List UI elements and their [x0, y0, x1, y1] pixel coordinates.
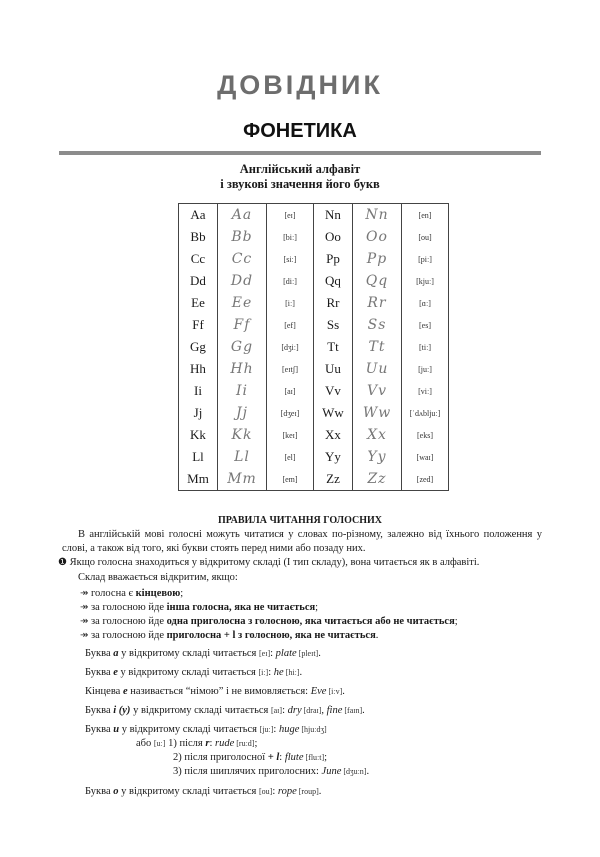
printed-letter: Tt: [327, 339, 339, 354]
list-item: ↠ за голосною йде інша голосна, яка не читається;: [80, 602, 319, 613]
transcription: [iː]: [285, 298, 295, 308]
script-letter: Uu: [365, 361, 389, 377]
printed-letter: Ss: [326, 317, 340, 332]
rule-letter-i: Буква i (y) у відкритому складі читається [aɪ]: dry [draɪ], fine [faɪn].: [85, 705, 365, 716]
transcription: [el]: [284, 452, 296, 462]
printed-letter: Rr: [326, 295, 340, 310]
script-letters-column: [353, 204, 402, 490]
intro-paragraph: В англійській мові голосні можуть читатися у словах по-різному, залежно від їхнього положення у слові, а також від того, які букви стоять перед ними або позаду них.: [62, 529, 542, 554]
rule-letter-o: Буква o у відкритому складі читається [ou]: rope [roup].: [85, 786, 322, 797]
script-letter: Yy: [367, 449, 387, 465]
double-arrow-icon: ↠: [80, 588, 89, 599]
printed-letter: Pp: [326, 251, 340, 266]
rule-letter-e: Буква e у відкритому складі читається [iː]: he [hiː].: [85, 667, 303, 678]
transcription: [dʒeɪ]: [280, 408, 300, 418]
script-letter: Tt: [368, 339, 386, 355]
list-item: ↠ за голосною йде одна приголосна з голосною, яка читається або не читається;: [80, 616, 458, 627]
script-letter: Gg: [230, 339, 254, 355]
list-item: ↠ за голосною йде приголосна + l з голосною, яка не читається.: [80, 630, 379, 641]
transcription: [em]: [282, 474, 298, 484]
transcription: [eks]: [417, 430, 433, 440]
printed-letter: Zz: [326, 471, 340, 486]
rule-1-text: Якщо голосна знаходиться у відкритому складі (I тип складу), вона читається як в алфавіті.: [69, 557, 480, 568]
transcription: [ou]: [418, 232, 432, 242]
script-letter: Zz: [367, 471, 387, 487]
transcription: [viː]: [418, 386, 432, 396]
printed-letter: Aa: [190, 207, 206, 222]
alphabet-title-line2: і звукові значення його букв: [220, 177, 380, 191]
rule-letter-u-after-l: 2) після приголосної + l: flute [fluːt];: [173, 752, 328, 763]
printed-letter: Bb: [190, 229, 206, 244]
transcription-column: [402, 204, 448, 490]
list-item: ↠ голосна є кінцевою;: [80, 588, 184, 599]
alphabet-title: [0, 162, 600, 192]
script-letter: Bb: [231, 229, 253, 245]
transcription: [ɑː]: [419, 298, 431, 308]
transcription: [aɪ]: [284, 386, 296, 396]
script-letter: Mm: [227, 471, 257, 487]
rule-letter-a: Буква a у відкритому складі читається [eɪ]: plate [pleɪt].: [85, 648, 321, 659]
printed-letter: Ee: [191, 295, 205, 310]
script-letter: Nn: [365, 207, 389, 223]
printed-letter: Qq: [325, 273, 341, 288]
rule-letter-u-after-sibilants: 3) після шиплячих приголосних: June [dʒuːn].: [173, 766, 370, 777]
number-one-icon: ❶: [58, 557, 67, 568]
printed-letter: Kk: [190, 427, 206, 442]
transcription: [ˈdʌbljuː]: [409, 408, 441, 418]
script-letter: Cc: [231, 251, 253, 267]
rules-heading: ПРАВИЛА ЧИТАННЯ ГОЛОСНИХ: [218, 515, 382, 526]
transcription-column: [267, 204, 313, 490]
script-letter: Aa: [231, 207, 253, 223]
printed-letters-column: [179, 204, 218, 490]
rule-1: [58, 556, 479, 570]
printed-letter: Ww: [322, 405, 344, 420]
open-syllable-lead: Склад вважається відкритим, якщо:: [78, 572, 238, 583]
script-letter: Ww: [362, 405, 392, 421]
transcription: [dʒiː]: [281, 342, 299, 352]
script-letter: Hh: [230, 361, 254, 377]
script-letter: Ff: [233, 317, 251, 333]
double-arrow-icon: ↠: [80, 630, 89, 641]
script-letter: Ll: [234, 449, 250, 465]
transcription: [zed]: [416, 474, 434, 484]
printed-letter: Vv: [325, 383, 341, 398]
transcription: [es]: [419, 320, 431, 330]
script-letter: Dd: [230, 273, 254, 289]
script-letter: Qq: [365, 273, 389, 289]
transcription: [keɪ]: [282, 430, 298, 440]
script-letter: Xx: [367, 427, 387, 443]
script-letter: Rr: [367, 295, 387, 311]
section-title: ФОНЕТИКА: [243, 120, 357, 142]
printed-letter: Cc: [190, 251, 206, 266]
printed-letters-column: [314, 204, 353, 490]
script-letter: Jj: [236, 405, 248, 421]
script-letter: Pp: [366, 251, 388, 267]
transcription: [ef]: [284, 320, 296, 330]
double-arrow-icon: ↠: [80, 616, 89, 627]
printed-letter: Nn: [325, 207, 341, 222]
printed-letter: Mm: [187, 471, 209, 486]
rule-letter-u: Буква u у відкритому складі читається [juː]: huge [hjuːdʒ]: [85, 724, 327, 735]
transcription: [biː]: [283, 232, 297, 242]
script-letter: Ii: [235, 383, 248, 399]
transcription: [piː]: [418, 254, 432, 264]
script-letter: Ee: [231, 295, 253, 311]
printed-letter: Ff: [192, 317, 204, 332]
alphabet-table-right: [313, 203, 449, 491]
rule-letter-u-after-r: або [uː] 1) після r: rude [ruːd];: [136, 738, 258, 749]
script-letter: Vv: [366, 383, 388, 399]
alphabet-title-line1: Англійський алфавіт: [239, 162, 361, 176]
printed-letter: Oo: [325, 229, 341, 244]
page-title: ДОВІДНИК: [217, 70, 383, 100]
transcription: [eɪtʃ]: [282, 364, 298, 374]
transcription: [en]: [418, 210, 432, 220]
printed-letter: Xx: [325, 427, 341, 442]
script-letters-column: [218, 204, 267, 490]
transcription: [eɪ]: [284, 210, 296, 220]
transcription: [tiː]: [419, 342, 431, 352]
printed-letter: Ll: [192, 449, 204, 464]
transcription: [diː]: [283, 276, 297, 286]
printed-letter: Hh: [190, 361, 206, 376]
printed-letter: Gg: [190, 339, 206, 354]
printed-letter: Uu: [325, 361, 341, 376]
script-letter: Oo: [366, 229, 388, 245]
rule-mute-e: Кінцева e називається “німою” і не вимовляється: Eve [iːv].: [85, 686, 345, 697]
alphabet-table-left: [178, 203, 314, 491]
transcription: [juː]: [418, 364, 432, 374]
printed-letter: Dd: [190, 273, 206, 288]
transcription: [waɪ]: [416, 452, 434, 462]
transcription: [siː]: [283, 254, 297, 264]
script-letter: Ss: [367, 317, 387, 333]
printed-letter: Ii: [194, 383, 202, 398]
double-arrow-icon: ↠: [80, 602, 89, 613]
section-divider: [59, 151, 541, 155]
transcription: [kjuː]: [416, 276, 434, 286]
printed-letter: Jj: [193, 405, 203, 420]
script-letter: Kk: [231, 427, 253, 443]
printed-letter: Yy: [325, 449, 341, 464]
